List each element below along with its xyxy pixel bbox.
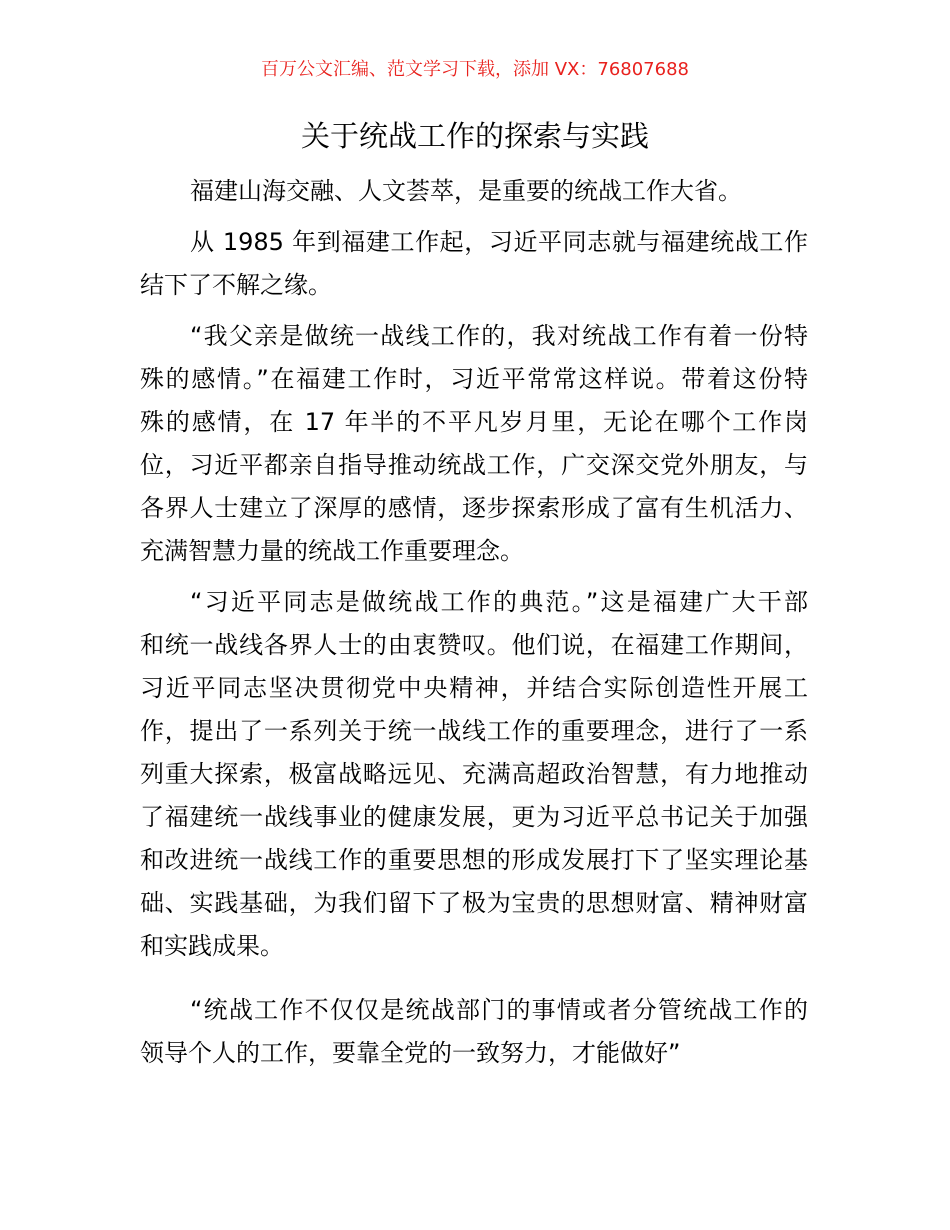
text-line: 殊的感情。”在福建工作时，习近平常常这样说。带着这份特 [140, 365, 808, 393]
paragraph [140, 581, 808, 968]
text-line: 领导个人的工作，要靠全党的一致努力，才能做好” [140, 1039, 681, 1067]
text-line: 各界人士建立了深厚的感情，逐步探索形成了富有生机活力、 [140, 494, 808, 522]
paragraph [140, 170, 808, 213]
paragraph [140, 221, 808, 307]
text-line: 了福建统一战线事业的健康发展，更为习近平总书记关于加强 [140, 803, 808, 831]
text-line: 福建山海交融、人文荟萃，是重要的统战工作大省。 [190, 177, 742, 205]
text-line: 础、实践基础，为我们留下了极为宝贵的思想财富、精神财富 [140, 889, 808, 917]
document-body [140, 170, 808, 1083]
text-line: 殊的感情，在 17 年半的不平凡岁月里，无论在哪个工作岗 [140, 408, 808, 436]
text-line: 作，提出了一系列关于统一战线工作的重要理念，进行了一系 [140, 717, 808, 745]
text-line: 习近平同志坚决贯彻党中央精神，并结合实际创造性开展工 [140, 674, 808, 702]
paragraph [140, 315, 808, 573]
text-line: 列重大探索，极富战略远见、充满高超政治智慧，有力地推动 [140, 760, 808, 788]
text-line: 和改进统一战线工作的重要思想的形成发展打下了坚实理论基 [140, 846, 808, 874]
text-line: 位，习近平都亲自指导推动统战工作，广交深交党外朋友，与 [140, 451, 808, 479]
text-line: “统战工作不仅仅是统战部门的事情或者分管统战工作的 [190, 996, 808, 1024]
text-line: 和实践成果。 [140, 932, 284, 960]
text-line: “习近平同志是做统战工作的典范。”这是福建广大干部 [190, 588, 808, 616]
text-line: 结下了不解之缘。 [140, 271, 332, 299]
text-line: “我父亲是做统一战线工作的，我对统战工作有着一份特 [190, 322, 808, 350]
watermark-header: 百万公文汇编、范文学习下载，添加 VX：76807688 [261, 59, 689, 80]
document-title: 关于统战工作的探索与实践 [300, 119, 649, 153]
text-line: 和统一战线各界人士的由衷赞叹。他们说，在福建工作期间， [140, 631, 808, 659]
text-line: 充满智慧力量的统战工作重要理念。 [140, 537, 524, 565]
paragraph [140, 989, 808, 1075]
text-line: 从 1985 年到福建工作起，习近平同志就与福建统战工作 [190, 228, 808, 256]
